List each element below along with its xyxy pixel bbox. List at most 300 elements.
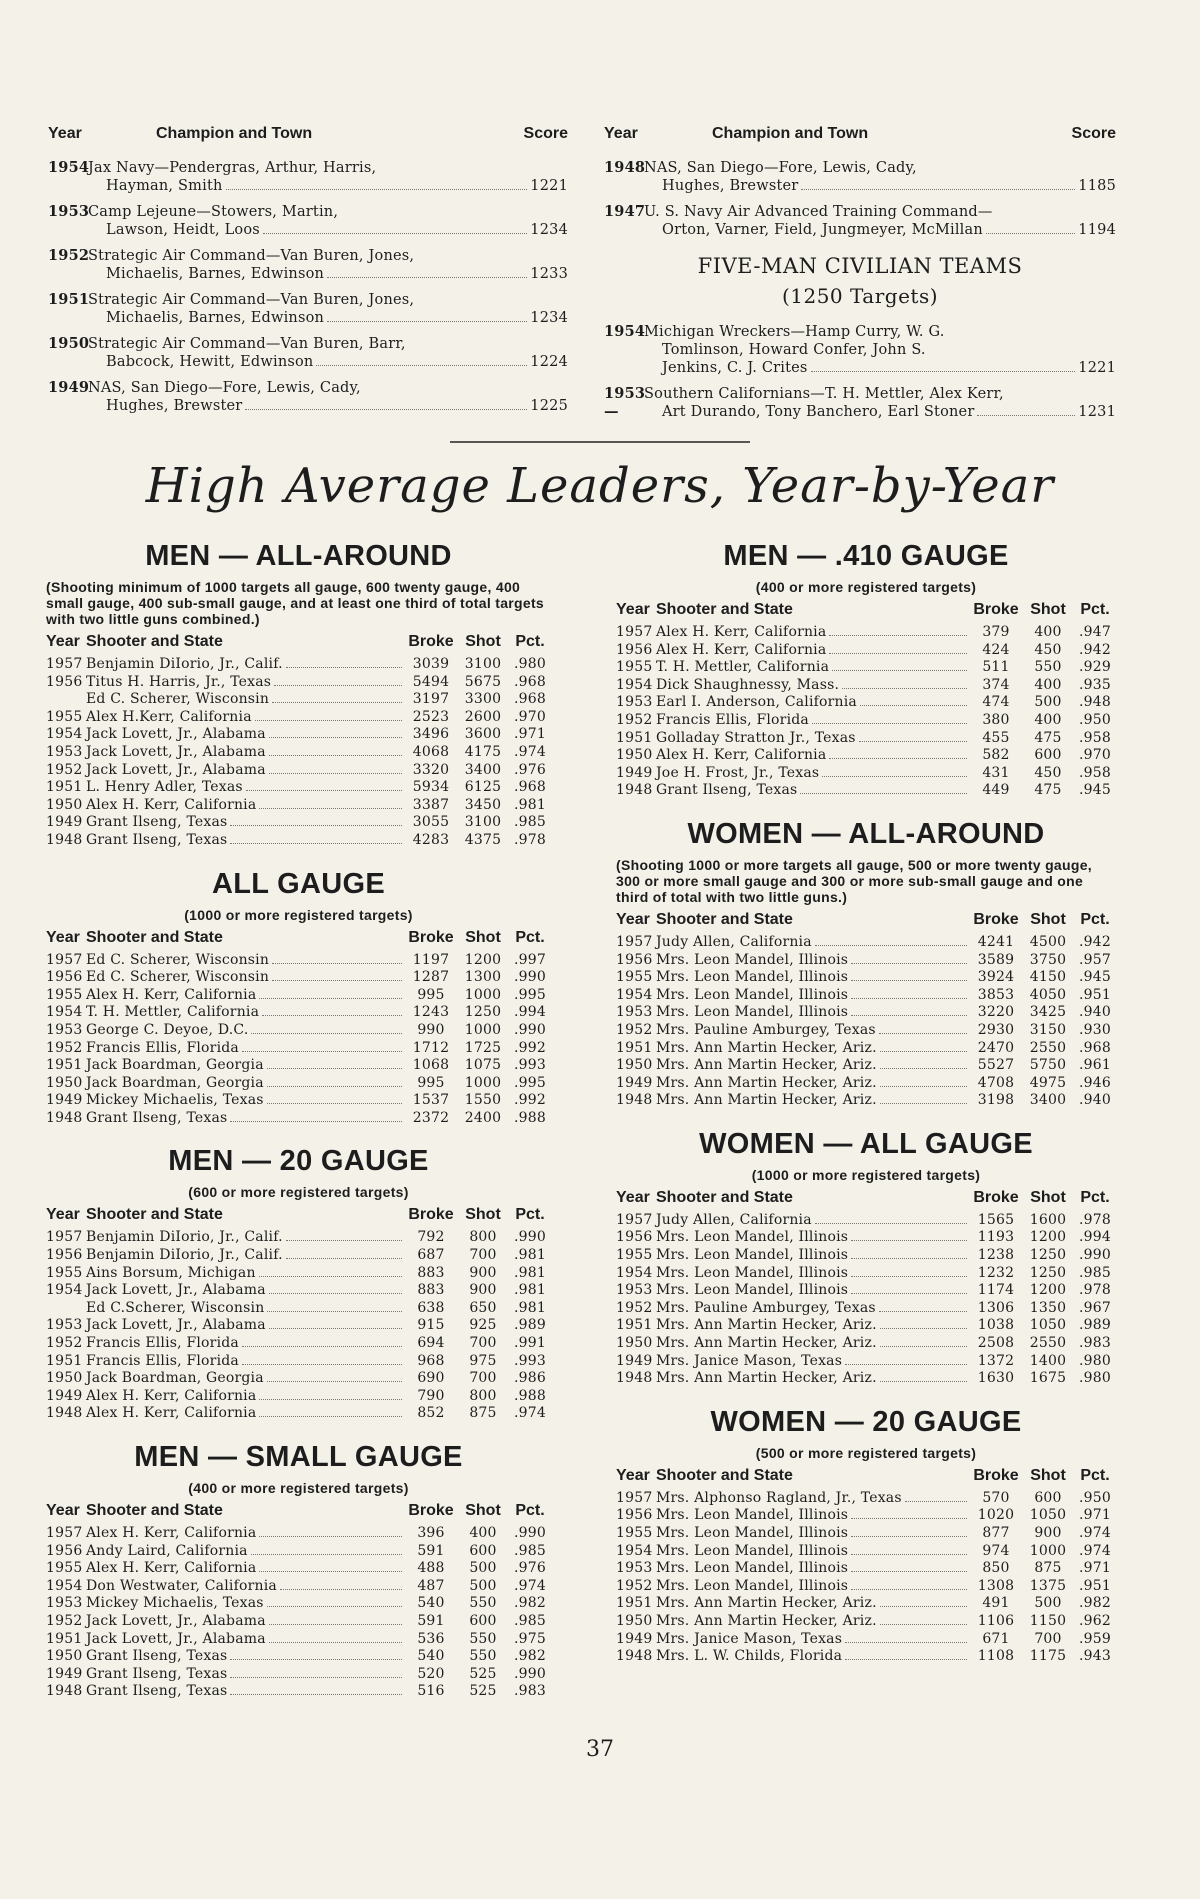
cell-broke: 1630 <box>977 1370 1015 1387</box>
table-row <box>46 797 551 815</box>
shooter-name: T. H. Mettler, California <box>656 659 830 676</box>
cell-shooter <box>86 1247 405 1265</box>
cell-pct: .961 <box>1079 1057 1111 1074</box>
cell-pct: .981 <box>514 796 546 813</box>
cell-shooter <box>86 1335 405 1353</box>
cell-shot: 550 <box>469 1648 497 1665</box>
cell-shooter <box>656 712 970 730</box>
header-shot: Shot <box>465 1502 501 1519</box>
shooter-name: Jack Lovett, Jr., Alabama <box>86 1612 266 1629</box>
section-note: (600 or more registered targets) <box>188 1184 409 1201</box>
header-year: Year <box>616 1466 650 1484</box>
cell-pct: .992 <box>514 1092 546 1109</box>
cell-shot: 525 <box>469 1665 497 1682</box>
cell-pct: .981 <box>514 1282 546 1299</box>
cell-broke: 379 <box>982 624 1010 640</box>
header-year: Year <box>604 125 638 142</box>
table-row <box>616 969 1116 987</box>
dot-leader <box>269 773 402 774</box>
cell-broke: 3320 <box>412 761 450 778</box>
cell-broke: 995 <box>417 986 445 1003</box>
table-row <box>46 1613 551 1631</box>
leader-table <box>46 1206 551 1423</box>
dot-leader <box>230 1694 402 1695</box>
entry-year: 1953— <box>604 385 646 420</box>
dot-leader <box>286 667 402 668</box>
cell-shooter <box>86 691 405 709</box>
cell-shooter <box>86 1578 405 1596</box>
cell-shot: 3300 <box>464 691 502 708</box>
table-row <box>616 1648 1116 1666</box>
cell-pct: .994 <box>1079 1229 1111 1246</box>
cell-year: 1950 <box>46 1074 83 1091</box>
dot-leader <box>327 321 527 322</box>
shooter-name: Benjamin DiIorio, Jr., Calif. <box>86 1229 283 1246</box>
cell-year: 1948 <box>46 1405 83 1422</box>
cell-broke: 487 <box>417 1577 445 1594</box>
table-row <box>616 712 1116 730</box>
team-entry <box>48 159 568 195</box>
cell-shot: 1000 <box>1029 1542 1067 1559</box>
table-row <box>46 1525 551 1543</box>
leader-section <box>46 868 551 1128</box>
entry-text: Strategic Air Command—Van Buren, Jones, <box>88 292 415 308</box>
cell-pct: .942 <box>1079 933 1111 950</box>
table-row <box>46 1405 551 1423</box>
cell-broke: 591 <box>417 1542 445 1559</box>
shooter-name: Ed C. Scherer, Wisconsin <box>86 969 270 986</box>
cell-pct: .985 <box>1079 1264 1111 1281</box>
shooter-name: Jack Boardman, Georgia <box>86 1074 264 1091</box>
shooter-name: Francis Ellis, Florida <box>656 711 809 728</box>
dot-leader <box>226 189 528 190</box>
table-row <box>46 1265 551 1283</box>
entry-year: 1949 <box>48 379 90 396</box>
cell-year: 1955 <box>616 1525 653 1541</box>
cell-broke: 2372 <box>412 1109 450 1126</box>
cell-broke: 374 <box>982 676 1010 693</box>
team-entry <box>48 247 568 283</box>
cell-year: 1956 <box>46 969 83 986</box>
cell-shooter <box>86 1040 405 1058</box>
cell-shot: 1150 <box>1029 1612 1067 1629</box>
dot-leader <box>842 688 967 689</box>
cell-year: 1952 <box>46 1039 83 1056</box>
table-row <box>616 1317 1116 1335</box>
table-row <box>46 1370 551 1388</box>
cell-pct: .968 <box>514 691 546 708</box>
header-year: Year <box>46 1502 80 1519</box>
dot-leader <box>879 1033 967 1034</box>
cell-pct: .990 <box>514 1229 546 1246</box>
cell-broke: 516 <box>417 1683 445 1700</box>
cell-year: 1951 <box>46 1630 83 1647</box>
cell-pct: .971 <box>514 726 546 743</box>
cell-shot: 1250 <box>1029 1247 1067 1264</box>
team-entry <box>604 159 1116 195</box>
cell-broke: 3039 <box>412 656 450 672</box>
shooter-name: Alex H. Kerr, California <box>656 641 827 658</box>
entry-year: 1951 <box>48 291 90 308</box>
cell-broke: 488 <box>417 1560 445 1577</box>
table-row <box>616 642 1116 660</box>
dot-leader <box>230 1677 402 1678</box>
entry-text: Southern Californians—T. H. Mettler, Alex Kerr, <box>644 386 1004 402</box>
cell-year: 1951 <box>46 1352 83 1369</box>
cell-year: 1953 <box>616 1560 653 1577</box>
leader-table <box>46 1502 551 1701</box>
cell-shot: 3150 <box>1029 1021 1067 1038</box>
section-title: WOMEN — ALL-AROUND <box>687 817 1045 850</box>
cell-broke: 671 <box>982 1630 1010 1647</box>
dot-leader <box>851 963 967 964</box>
dot-leader <box>845 1642 967 1643</box>
cell-broke: 792 <box>417 1229 445 1246</box>
header-shooter: Shooter and State <box>86 1206 223 1224</box>
cell-shot: 600 <box>469 1542 497 1559</box>
dot-leader <box>259 1399 402 1400</box>
table-row <box>616 1057 1116 1075</box>
team-entry <box>604 385 1116 421</box>
shooter-name: Grant Ilseng, Texas <box>86 1683 228 1700</box>
shooter-name: Mrs. Leon Mandel, Illinois <box>656 1507 849 1524</box>
cell-broke: 3220 <box>977 1004 1015 1021</box>
cell-broke: 790 <box>417 1387 445 1404</box>
dot-leader <box>851 1554 967 1555</box>
dot-leader <box>316 365 527 366</box>
cell-broke: 1174 <box>977 1282 1015 1299</box>
cell-pct: .982 <box>514 1595 546 1612</box>
cell-pct: .958 <box>1079 729 1111 746</box>
section-title: MEN — 20 GAUGE <box>168 1145 429 1178</box>
dot-leader <box>879 1311 967 1312</box>
table-header-row <box>46 1502 551 1525</box>
cell-shot: 700 <box>469 1370 497 1387</box>
cell-year: 1957 <box>616 933 653 950</box>
cell-broke: 850 <box>982 1560 1010 1577</box>
table-row <box>46 1057 551 1075</box>
cell-year: 1950 <box>616 1057 653 1074</box>
shooter-name: Benjamin DiIorio, Jr., Calif. <box>86 1247 283 1264</box>
cell-year: 1955 <box>616 659 653 676</box>
cell-year: 1952 <box>616 1299 653 1316</box>
cell-pct: .968 <box>514 673 546 690</box>
shooter-name: Mrs. Alphonso Ragland, Jr., Texas <box>656 1489 902 1506</box>
cell-pct: .971 <box>1079 1560 1111 1577</box>
header-year: Year <box>48 125 82 142</box>
cell-shot: 5675 <box>464 673 502 690</box>
dot-leader <box>880 1381 967 1382</box>
cell-shot: 800 <box>469 1229 497 1246</box>
shooter-name: Grant Ilseng, Texas <box>86 1665 228 1682</box>
shooter-name: Mrs. Leon Mandel, Illinois <box>656 986 849 1003</box>
cell-broke: 4068 <box>412 743 450 760</box>
section-title: WOMEN — 20 GAUGE <box>710 1405 1022 1438</box>
table-row <box>46 1075 551 1093</box>
cell-broke: 974 <box>982 1542 1010 1559</box>
entry-text: NAS, San Diego—Fore, Lewis, Cady, <box>88 380 361 396</box>
cell-pct: .980 <box>1079 1370 1111 1387</box>
leader-table <box>46 929 551 1128</box>
cell-shooter <box>86 656 405 674</box>
dot-leader <box>259 808 402 809</box>
cell-shot: 1300 <box>464 969 502 986</box>
cell-shooter <box>656 1229 970 1247</box>
dot-leader <box>851 1536 967 1537</box>
cell-broke: 1232 <box>977 1264 1015 1281</box>
dot-leader <box>801 189 1075 190</box>
cell-shooter <box>656 642 970 660</box>
cell-pct: .993 <box>514 1057 546 1074</box>
dot-leader <box>274 685 402 686</box>
cell-shooter <box>656 1525 970 1543</box>
dot-leader <box>263 233 527 234</box>
cell-shot: 2550 <box>1029 1335 1067 1352</box>
civilian-teams-heading <box>604 251 1116 311</box>
cell-pct: .943 <box>1079 1648 1111 1665</box>
table-row <box>46 1595 551 1613</box>
dot-leader <box>905 1501 967 1502</box>
cell-shooter <box>656 782 970 800</box>
shooter-name: Golladay Stratton Jr., Texas <box>656 729 856 746</box>
shooter-name: Jack Lovett, Jr., Alabama <box>86 1630 266 1647</box>
table-row <box>616 765 1116 783</box>
cell-shooter <box>86 1265 405 1283</box>
cell-shot: 400 <box>1034 624 1062 640</box>
cell-shooter <box>656 1578 970 1596</box>
cell-broke: 424 <box>982 641 1010 658</box>
table-row <box>46 1388 551 1406</box>
cell-shooter <box>86 1388 405 1406</box>
header-pct: Pct. <box>515 1502 545 1519</box>
shooter-name: Judy Allen, California <box>656 933 812 950</box>
cell-pct: .993 <box>514 1352 546 1369</box>
table-row <box>616 1265 1116 1283</box>
cell-shooter <box>86 1631 405 1649</box>
table-row <box>616 1353 1116 1371</box>
table-row <box>46 1317 551 1335</box>
table-row <box>46 952 551 970</box>
shooter-name: Mrs. Leon Mandel, Illinois <box>656 1577 849 1594</box>
dot-leader <box>822 776 967 777</box>
table-row <box>616 1300 1116 1318</box>
cell-broke: 511 <box>982 659 1010 676</box>
cell-shooter <box>86 1525 405 1543</box>
cell-broke: 1193 <box>977 1229 1015 1246</box>
header-pct: Pct. <box>1080 1188 1110 1206</box>
cell-pct: .990 <box>514 969 546 986</box>
entry-year: 1947 <box>604 203 646 220</box>
dot-leader <box>269 1642 402 1643</box>
cell-shooter <box>656 1490 970 1508</box>
cell-year: 1956 <box>46 1542 83 1559</box>
cell-shot: 1375 <box>1029 1577 1067 1594</box>
cell-shot: 4375 <box>464 831 502 848</box>
cell-shooter <box>86 1405 405 1423</box>
cell-shooter <box>656 1075 970 1093</box>
dot-leader <box>829 653 967 654</box>
shooter-name: Mrs. Leon Mandel, Illinois <box>656 1525 849 1541</box>
cell-year: 1950 <box>46 1648 83 1665</box>
entry-text: Strategic Air Command—Van Buren, Barr, <box>88 336 406 352</box>
cell-shot: 550 <box>1034 659 1062 676</box>
cell-year: 1953 <box>46 1595 83 1612</box>
cell-year: 1948 <box>616 782 653 799</box>
cell-shot: 1350 <box>1029 1299 1067 1316</box>
cell-shooter <box>656 934 970 952</box>
cell-shooter <box>656 969 970 987</box>
entry-year: 1954 <box>48 159 90 176</box>
service-and-civilian-teams <box>604 125 1116 429</box>
cell-year: 1957 <box>616 624 653 640</box>
dot-leader <box>880 1346 967 1347</box>
cell-shooter <box>86 1300 405 1318</box>
cell-pct: .989 <box>514 1317 546 1334</box>
cell-broke: 491 <box>982 1595 1010 1612</box>
cell-pct: .967 <box>1079 1299 1111 1316</box>
entry-text: Michaelis, Barnes, Edwinson <box>106 266 325 282</box>
cell-shooter <box>656 1004 970 1022</box>
cell-pct: .990 <box>514 1021 546 1038</box>
cell-shooter <box>86 1317 405 1335</box>
cell-year: 1951 <box>616 729 653 746</box>
shooter-name: Joe H. Frost, Jr., Texas <box>656 764 820 781</box>
cell-broke: 2930 <box>977 1021 1015 1038</box>
shooter-name: Mrs. Janice Mason, Texas <box>656 1630 843 1647</box>
shooter-name: Judy Allen, California <box>656 1211 812 1228</box>
cell-broke: 1372 <box>977 1352 1015 1369</box>
header-year: Year <box>616 910 650 928</box>
shooter-name: Ed C. Scherer, Wisconsin <box>86 951 270 968</box>
cell-broke: 1712 <box>412 1039 450 1056</box>
team-entry <box>48 379 568 415</box>
cell-shooter <box>656 1335 970 1353</box>
entry-text: Michigan Wreckers—Hamp Curry, W. G. <box>644 324 945 340</box>
cell-year: 1956 <box>616 641 653 658</box>
entry-year: 1953 <box>48 203 90 220</box>
cell-shooter <box>656 952 970 970</box>
cell-pct: .986 <box>514 1370 546 1387</box>
cell-broke: 536 <box>417 1630 445 1647</box>
table-row <box>616 659 1116 677</box>
cell-shooter <box>656 765 970 783</box>
cell-shooter <box>656 1560 970 1578</box>
cell-pct: .970 <box>514 708 546 725</box>
dot-leader <box>272 980 402 981</box>
table-row <box>616 1613 1116 1631</box>
leader-section <box>616 1128 1116 1388</box>
entry-year: 1950 <box>48 335 90 352</box>
cell-shot: 1550 <box>464 1092 502 1109</box>
entry-text: Jenkins, C. J. Crites <box>662 360 808 376</box>
cell-shooter <box>656 1022 970 1040</box>
dot-leader <box>259 1416 402 1417</box>
header-broke: Broke <box>408 928 454 946</box>
cell-year: 1950 <box>616 1612 653 1629</box>
shooter-name: Mrs. Ann Martin Hecker, Ariz. <box>656 1057 877 1074</box>
entry-score: 1221 <box>1078 360 1116 376</box>
shooter-name: Earl I. Anderson, California <box>656 694 857 711</box>
cell-broke: 1038 <box>977 1317 1015 1334</box>
cell-pct: .940 <box>1079 1004 1111 1021</box>
shooter-name: Jack Boardman, Georgia <box>86 1057 264 1074</box>
cell-pct: .968 <box>1079 1039 1111 1056</box>
section-title: WOMEN — ALL GAUGE <box>699 1127 1033 1160</box>
header-broke: Broke <box>408 1206 454 1224</box>
leader-section <box>616 540 1116 800</box>
cell-shot: 900 <box>469 1264 497 1281</box>
cell-pct: .983 <box>1079 1335 1111 1352</box>
cell-shot: 4975 <box>1029 1074 1067 1091</box>
shooter-name: Jack Lovett, Jr., Alabama <box>86 761 266 778</box>
cell-broke: 2523 <box>412 708 450 725</box>
table-row <box>46 709 551 727</box>
dot-leader <box>860 705 967 706</box>
cell-broke: 3924 <box>977 969 1015 986</box>
leader-section <box>616 1406 1116 1666</box>
dot-leader <box>246 790 402 791</box>
entry-text: Art Durando, Tony Banchero, Earl Stoner <box>662 404 975 420</box>
entry-score: 1233 <box>530 266 568 282</box>
table-row <box>46 1666 551 1684</box>
cell-year: 1954 <box>46 1004 83 1021</box>
dot-leader <box>880 1624 967 1625</box>
cell-broke: 883 <box>417 1264 445 1281</box>
cell-shooter <box>656 1057 970 1075</box>
shooter-name: Mrs. Leon Mandel, Illinois <box>656 1247 849 1264</box>
table-header-row <box>46 929 551 952</box>
dot-leader <box>280 1589 402 1590</box>
table-row <box>46 1631 551 1649</box>
cell-broke: 3197 <box>412 691 450 708</box>
cell-shooter <box>656 624 970 642</box>
leader-table <box>616 1189 1116 1388</box>
dot-leader <box>245 409 527 410</box>
dot-leader <box>242 1364 402 1365</box>
shooter-name: Grant Ilseng, Texas <box>86 831 228 848</box>
cell-shot: 1000 <box>464 986 502 1003</box>
dot-leader <box>262 1015 402 1016</box>
shooter-name: Mrs. Janice Mason, Texas <box>656 1352 843 1369</box>
cell-shooter <box>86 1092 405 1110</box>
cell-broke: 1020 <box>977 1507 1015 1524</box>
header-year: Year <box>46 633 80 650</box>
shooter-name: Grant Ilseng, Texas <box>86 1648 228 1665</box>
entry-text: Tomlinson, Howard Confer, John S. <box>662 342 926 358</box>
cell-shooter <box>656 747 970 765</box>
cell-broke: 380 <box>982 711 1010 728</box>
leader-section <box>616 818 1116 1110</box>
section-title: MEN — SMALL GAUGE <box>134 1441 463 1473</box>
team-entry <box>48 203 568 239</box>
cell-year: 1953 <box>46 1317 83 1334</box>
cell-broke: 852 <box>417 1405 445 1422</box>
cell-shot: 700 <box>1034 1630 1062 1647</box>
dot-leader <box>832 670 967 671</box>
header-pct: Pct. <box>515 928 545 946</box>
shooter-name: Alex H. Kerr, California <box>656 747 827 764</box>
dot-leader <box>851 1258 967 1259</box>
shooter-name: Mrs. Ann Martin Hecker, Ariz. <box>656 1595 877 1612</box>
cell-broke: 3496 <box>412 726 450 743</box>
cell-shooter <box>656 730 970 748</box>
cell-pct: .985 <box>514 1612 546 1629</box>
shooter-name: Mrs. Ann Martin Hecker, Ariz. <box>656 1092 877 1109</box>
cell-shot: 600 <box>1034 1489 1062 1506</box>
dot-leader <box>851 1015 967 1016</box>
cell-pct: .995 <box>514 986 546 1003</box>
shooter-name: Dick Shaughnessy, Mass. <box>656 676 840 693</box>
